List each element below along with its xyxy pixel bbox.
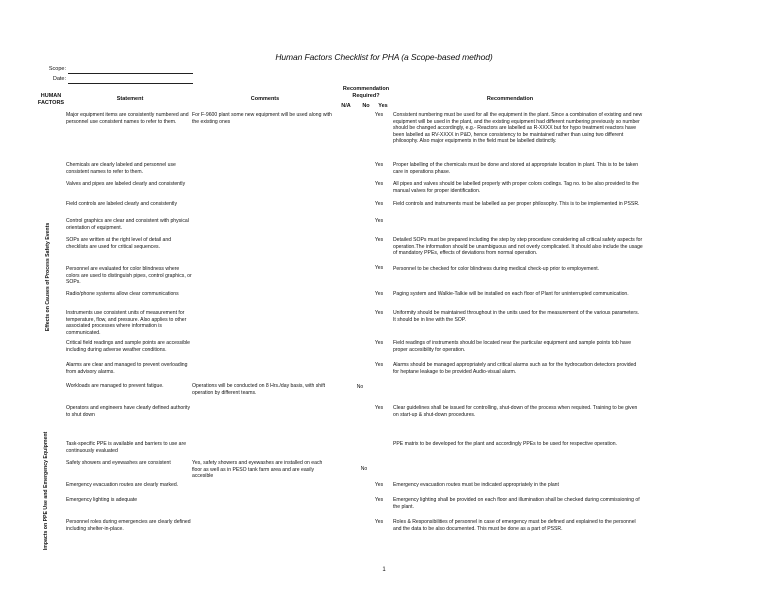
scope-label: Scope: — [48, 66, 66, 72]
row-answer: Yes — [374, 519, 384, 525]
row-answer: No — [356, 384, 364, 390]
row-answer: Yes — [374, 291, 384, 297]
row-statement: Operators and engineers have clearly defined authority to shut down — [66, 405, 191, 418]
row-statement: Chemicals are clearly labeled and personnel use consistent names to refer to them. — [66, 162, 176, 175]
row-statement: Field controls are labeled clearly and consistently — [66, 201, 177, 207]
row-statement: Major equipment items are consistently numbered and personnel use consistent names to refer to them. — [66, 112, 189, 125]
row-statement: Emergency evacuation routes are clearly marked. — [66, 482, 179, 488]
row-statement: Task-specific PPE is available and barriers to use are continuously evaluated — [66, 441, 187, 454]
row-answer: Yes — [374, 112, 384, 118]
row-comment: Operations will be conducted on 8 Hrs./day basis, with shift operation by different teams. — [192, 383, 326, 396]
row-statement: Personnel are evaluated for color blindness where colors are used to distinguish pipes, control graphics, or SOPs. — [66, 266, 192, 286]
row-statement: Personnel roles during emergencies are clearly defined including shelter-in-place. — [66, 519, 191, 532]
row-statement: SOPs are written at the right level of detail and checklists are used for critical sequences. — [66, 237, 172, 250]
row-answer: Yes — [374, 265, 384, 271]
row-answer: Yes — [374, 482, 384, 488]
row-recommendation: Field readings of instruments should be located near the particular equipment and sample points tob have proper accesibility for operation. — [393, 340, 632, 353]
row-comment: For F-9600 plant some new equipment will be used along with the existing ones — [192, 112, 332, 125]
row-recommendation: Field controls and instruments must be labelled as per proper philosophy. This is to be implemented in PSSR. — [393, 201, 640, 207]
row-recommendation: Emergency lighting shall be provided on each floor and illumination shall be checked during commissioning of the plant. — [393, 497, 640, 510]
row-answer: Yes — [374, 340, 384, 346]
row-answer: Yes — [374, 201, 384, 207]
header-human-factors: HUMAN FACTORS — [37, 93, 65, 106]
row-statement: Safety showers and eyewashes are consistent — [66, 460, 171, 466]
row-statement: Valves and pipes are labeled clearly and consistently — [66, 181, 186, 187]
row-statement: Workloads are managed to prevent fatigue. — [66, 383, 164, 389]
date-field[interactable] — [68, 83, 193, 84]
header-no: No — [362, 103, 370, 109]
page-number: 1 — [382, 567, 386, 573]
row-recommendation: Alarms should be managed appropriately and critical alarms such as for the hydrocarbon detectors provided for heptane leakage to be provided Audio-visual alarm. — [393, 362, 637, 375]
row-answer: Yes — [374, 497, 384, 503]
row-recommendation: Uniformity should be maintained throughout in the units used for the measurement of the various parameters. It should be in line with the SOP. — [393, 310, 640, 323]
row-statement: Control graphics are clear and consistent with physical orientation of equipment. — [66, 218, 189, 231]
header-statement: Statement — [116, 96, 144, 102]
row-recommendation: Detailed SOPs must be prepared including the step by step procedure considering all critical safety aspects for operation.The information should be unambiguous and not overly complicated. It should also include the usage of mandatory PPEs, effects of deviations from normal operation. — [393, 237, 643, 257]
row-recommendation: Roles & Responsibilities of personnel in case of emergency must be defined and explained to the personnel and the data to be also documented. This must be done as a part of PSSR. — [393, 519, 636, 532]
row-recommendation: Paging system and Walkie-Talkie will be installed on each floor of Plant for uninterrupted communication. — [393, 291, 629, 297]
section-label-process-safety: Effects on Causes of Process Safety Events — [45, 222, 51, 332]
header-comments: Comments — [250, 96, 280, 102]
scope-field[interactable] — [68, 73, 193, 74]
row-answer: Yes — [374, 218, 384, 224]
row-recommendation: PPE matrix to be developed for the plant and accordingly PPEs to be used for respective operation. — [393, 441, 617, 447]
row-answer: Yes — [374, 162, 384, 168]
row-answer: Yes — [374, 362, 384, 368]
section-label-ppe-emergency: Impacts on PPE Use and Emergency Equipment — [43, 431, 49, 551]
row-statement: Radio/phone systems allow clear communications — [66, 291, 179, 297]
header-yes: Yes — [378, 103, 388, 109]
row-answer: Yes — [374, 181, 384, 187]
row-comment: Yes, safety showers and eyewashes are installed on each floor as well as in PESO tank farm area and are easily accesible — [192, 460, 323, 480]
row-statement: Instruments use consistent units of measurement for temperature, flow, and pressure. Also applies to other associated processes where information is communicated. — [66, 310, 187, 336]
row-recommendation: Proper labelling of the chemicals must be done and stored at appropriate location in plant. This is to be taken care in operations phase. — [393, 162, 639, 175]
row-statement: Emergency lighting is adequate — [66, 497, 138, 503]
row-answer: Yes — [374, 405, 384, 411]
row-recommendation: Emergency evacuation routes must be indicated appropriately in the plant — [393, 482, 559, 488]
row-answer: No — [360, 466, 368, 472]
row-answer: Yes — [374, 237, 384, 243]
row-statement: Alarms are clear and managed to prevent overloading from advisory alarms. — [66, 362, 188, 375]
row-recommendation: All pipes and valves should be labelled properly with proper colors codings. Tag no. to be also provided to the manual valves for proper identification. — [393, 181, 639, 194]
row-answer: Yes — [374, 310, 384, 316]
row-recommendation: Personnel to be checked for color blindness during medical check-up prior to employement. — [393, 266, 600, 272]
row-recommendation: Clear guidelines shall be issued for controlling, shut-down of the process when required. Training to be given on start-up & shut-down procedures. — [393, 405, 638, 418]
page-title: Human Factors Checklist for PHA (a Scope-based method) — [275, 52, 493, 62]
row-statement: Critical field readings and sample points are accessible including during adverse weather conditions. — [66, 340, 191, 353]
header-na: N/A — [341, 103, 351, 109]
header-rec-required: Recommendation Required? — [342, 86, 390, 99]
header-recommendation: Recommendation — [486, 96, 534, 102]
row-recommendation: Consistent numbering must be used for all the equipment in the plant. Since a combination of existing and new equipment will be used in the plant, and the existing equipment had different numbering previously so number should be changed accordingly, e.g.- Reactors are labelled as R-XXXX but for hypo treatment reactors have been labelled as RV-XXXX in P&D, hence consistency to be maintained rather than using two different philosophy. Also major equipments in the field must be labelled distinctly. — [393, 112, 643, 145]
date-label: Date: — [52, 76, 66, 82]
